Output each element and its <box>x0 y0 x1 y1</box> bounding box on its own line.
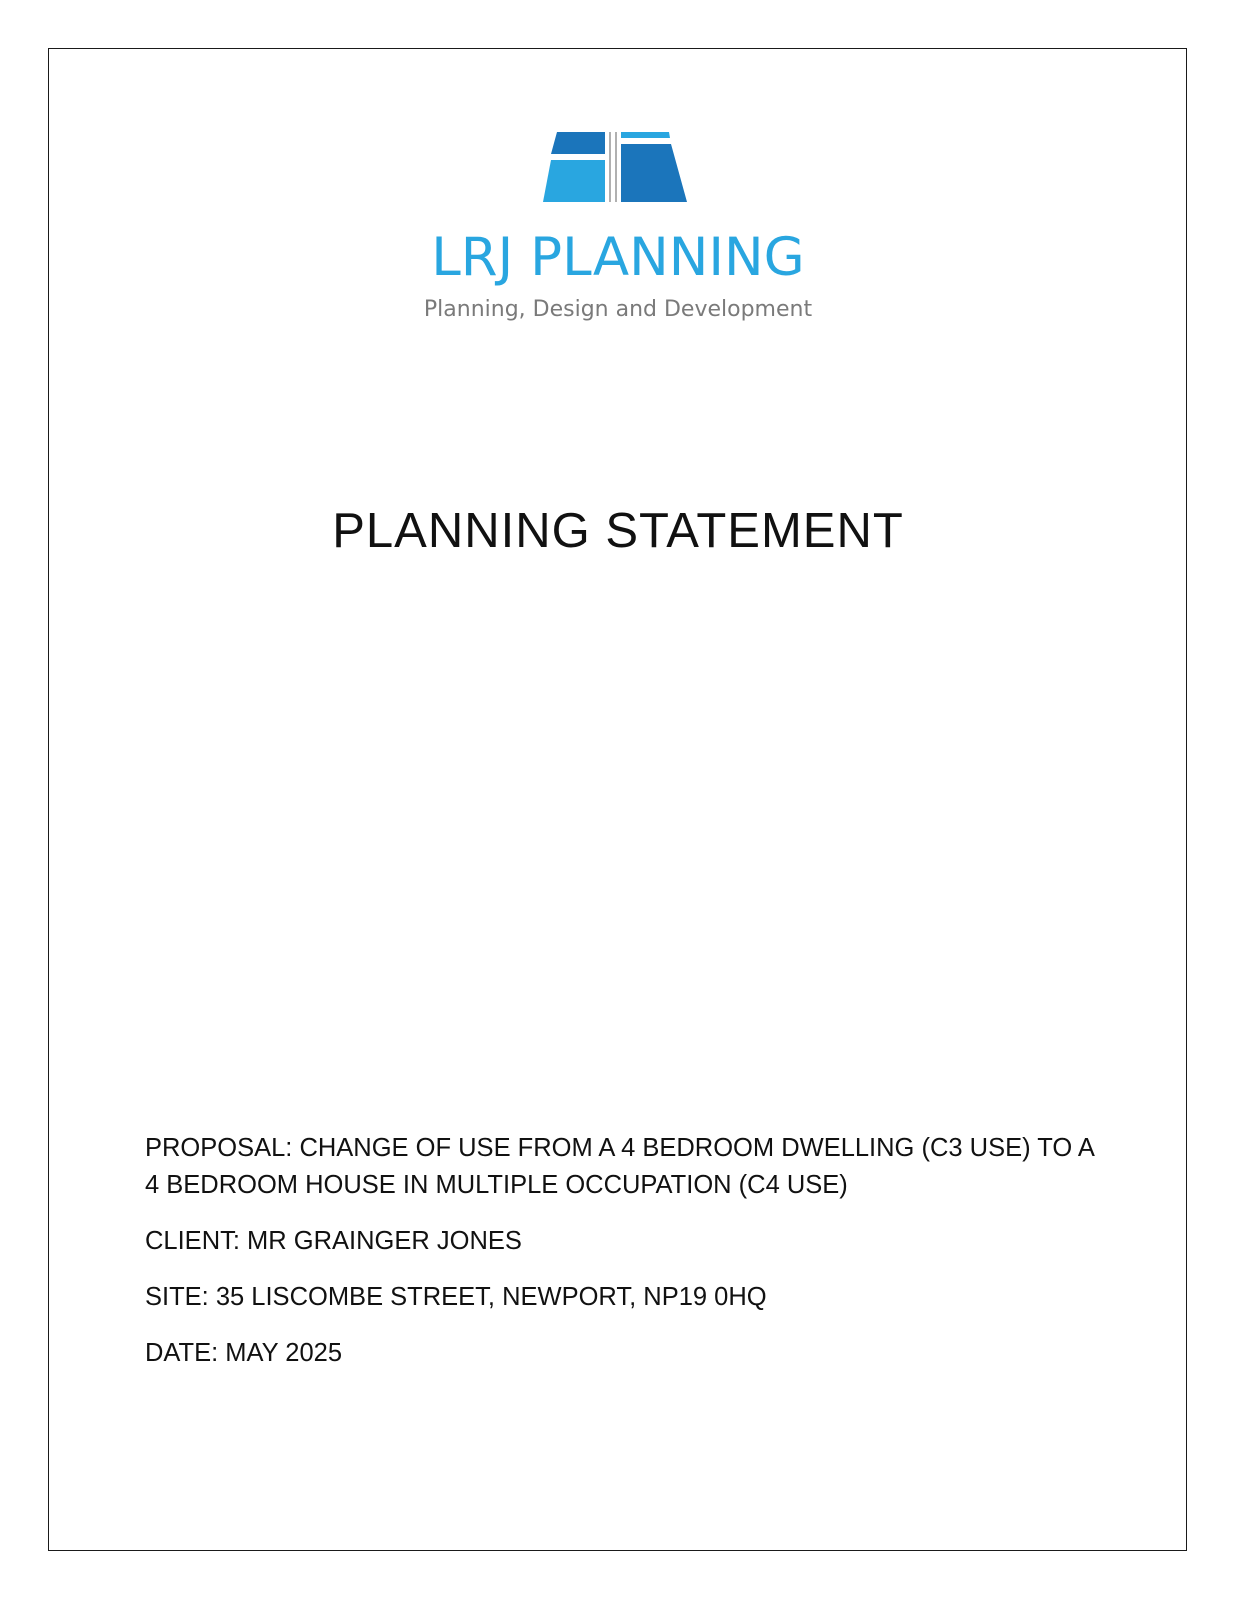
logo-mark-icon <box>543 128 693 208</box>
client-text: CLIENT: MR GRAINGER JONES <box>145 1227 522 1255</box>
document-title: PLANNING STATEMENT <box>332 504 904 558</box>
document-details <box>145 1130 1105 1391</box>
logo-tagline: Planning, Design and Development <box>423 297 813 322</box>
logo-name: LRJ PLANNING <box>431 227 805 288</box>
proposal-text: PROPOSAL: CHANGE OF USE FROM A 4 BEDROOM DWELLING (C3 USE) TO A 4 BEDROOM HOUSE IN MULTIPLE OCCUPATION (C4 USE) <box>145 1134 1094 1199</box>
site-text: SITE: 35 LISCOMBE STREET, NEWPORT, NP19 0HQ <box>145 1283 767 1311</box>
date-text: DATE: MAY 2025 <box>145 1339 343 1367</box>
company-logo <box>0 128 1236 322</box>
